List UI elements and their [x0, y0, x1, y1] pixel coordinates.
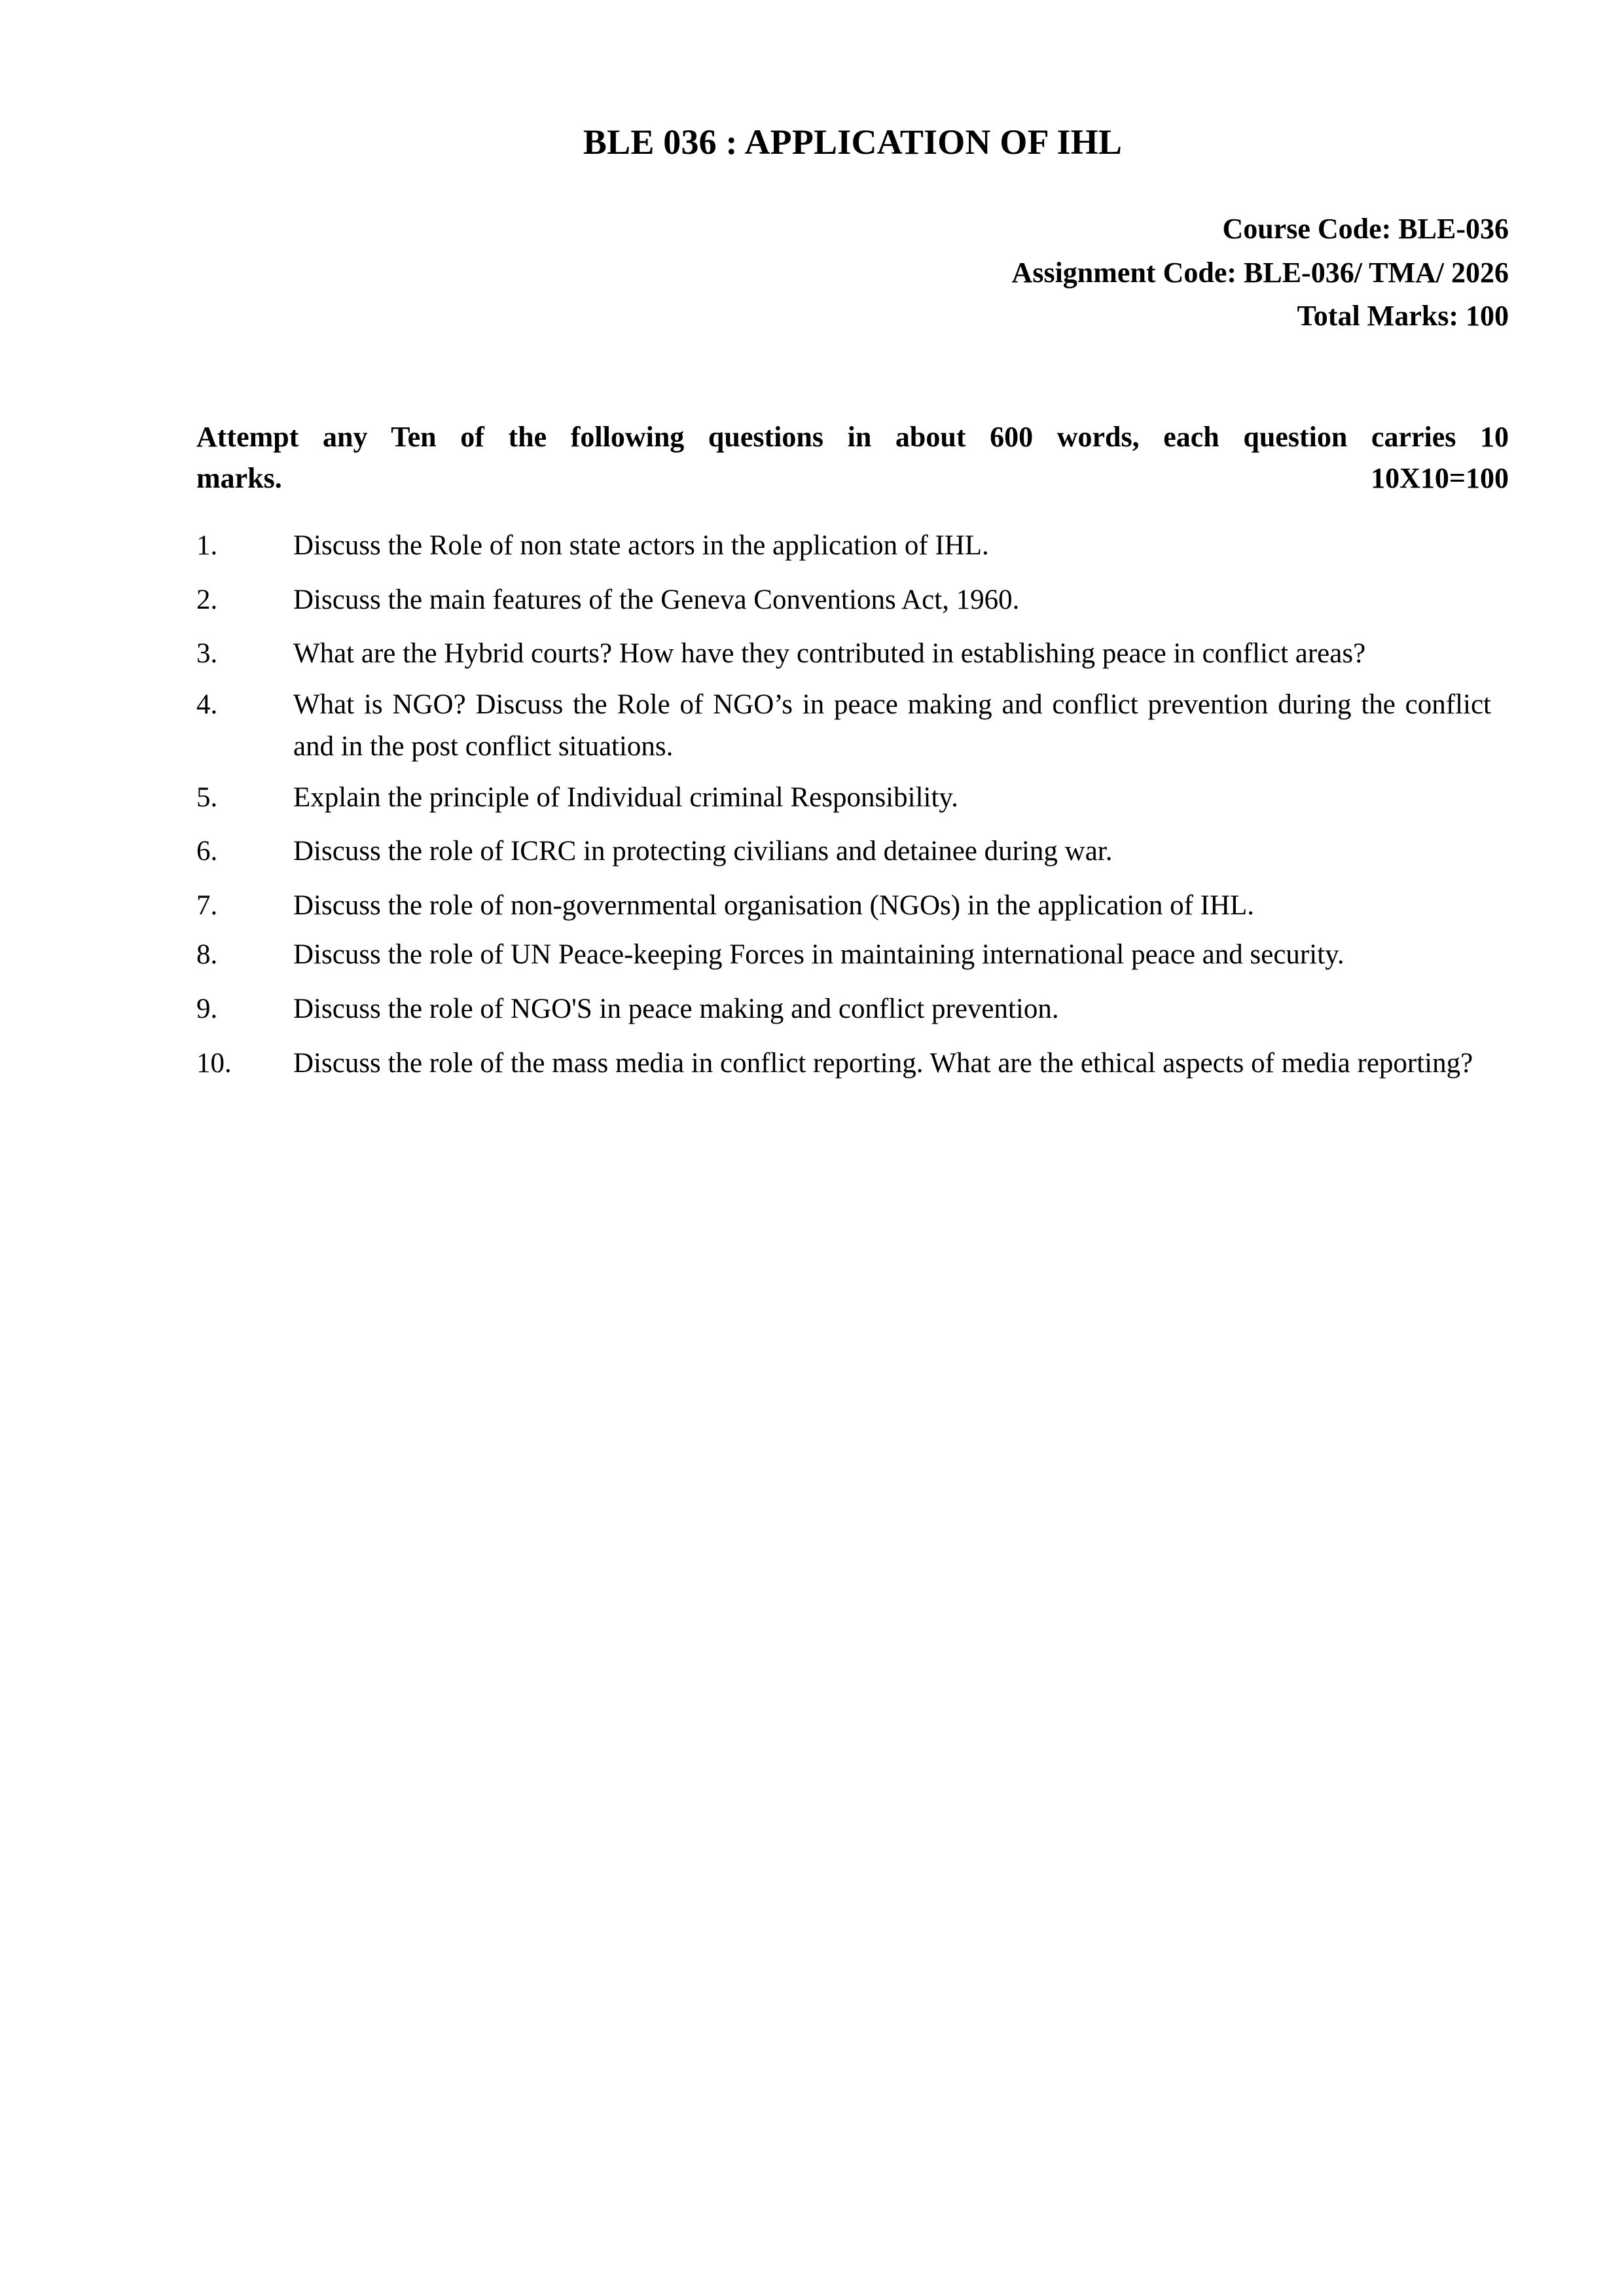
question-number-3: 3.: [196, 638, 218, 670]
question-list: [196, 525, 1509, 1085]
question-item-7: [196, 885, 1509, 927]
question-item-5: [196, 777, 1509, 819]
total-marks: Total Marks: 100: [1297, 300, 1509, 332]
question-text-4: What is NGO? Discuss the Role of NGO’s in peace making and conflict prevention during the conflict and in the post conflict situations.: [293, 689, 1491, 762]
question-text-7: Discuss the role of non-governmental organisation (NGOs) in the application of IHL.: [293, 889, 1255, 921]
question-text-3: What are the Hybrid courts? How have they contributed in establishing peace in conflict areas?: [293, 638, 1366, 670]
instruction-paragraph: [196, 417, 1509, 499]
question-item-4: [196, 684, 1509, 768]
question-text-6: Discuss the role of ICRC in protecting civilians and detainee during war.: [293, 836, 1113, 867]
assignment-meta-block: [196, 207, 1509, 339]
question-number-2: 2.: [196, 584, 218, 615]
marks-breakdown: 10X10=100: [1371, 461, 1509, 494]
question-item-1: [196, 525, 1509, 567]
question-text-2: Discuss the main features of the Geneva Conventions Act, 1960.: [293, 584, 1020, 615]
page-content: [196, 0, 1509, 1093]
question-number-7: 7.: [196, 889, 218, 921]
course-code: Course Code: BLE-036: [1222, 212, 1509, 245]
assignment-code: Assignment Code: BLE-036/ TMA/ 2026: [1011, 256, 1509, 289]
page-title: BLE 036 : APPLICATION OF IHL: [583, 122, 1123, 162]
question-text-9: Discuss the role of NGO'S in peace making and conflict prevention.: [293, 994, 1059, 1025]
question-text-1: Discuss the Role of non state actors in the application of IHL.: [293, 530, 989, 562]
question-number-8: 8.: [196, 939, 218, 971]
question-item-8: [196, 939, 1509, 971]
question-number-4: 4.: [196, 689, 218, 720]
question-item-9: [196, 988, 1509, 1031]
question-text-5: Explain the principle of Individual criminal Responsibility.: [293, 781, 958, 813]
question-text-10: Discuss the role of the mass media in conflict reporting. What are the ethical aspects of media reporting?: [293, 1047, 1473, 1079]
question-item-10: [196, 1043, 1509, 1085]
instruction-marks-label: marks.: [196, 461, 282, 494]
question-number-5: 5.: [196, 781, 218, 813]
instruction-line-2: [196, 458, 1509, 499]
instruction-line-1: Attempt any Ten of the following questions in about 600 words, each question carries 10: [196, 421, 1509, 454]
question-item-3: [196, 633, 1509, 675]
question-item-2: [196, 579, 1509, 622]
question-number-10: 10.: [196, 1047, 232, 1079]
question-item-6: [196, 831, 1509, 873]
question-number-1: 1.: [196, 530, 218, 562]
question-number-9: 9.: [196, 994, 218, 1025]
question-text-8: Discuss the role of UN Peace-keeping Forces in maintaining international peace and security.: [293, 939, 1344, 971]
question-number-6: 6.: [196, 836, 218, 867]
